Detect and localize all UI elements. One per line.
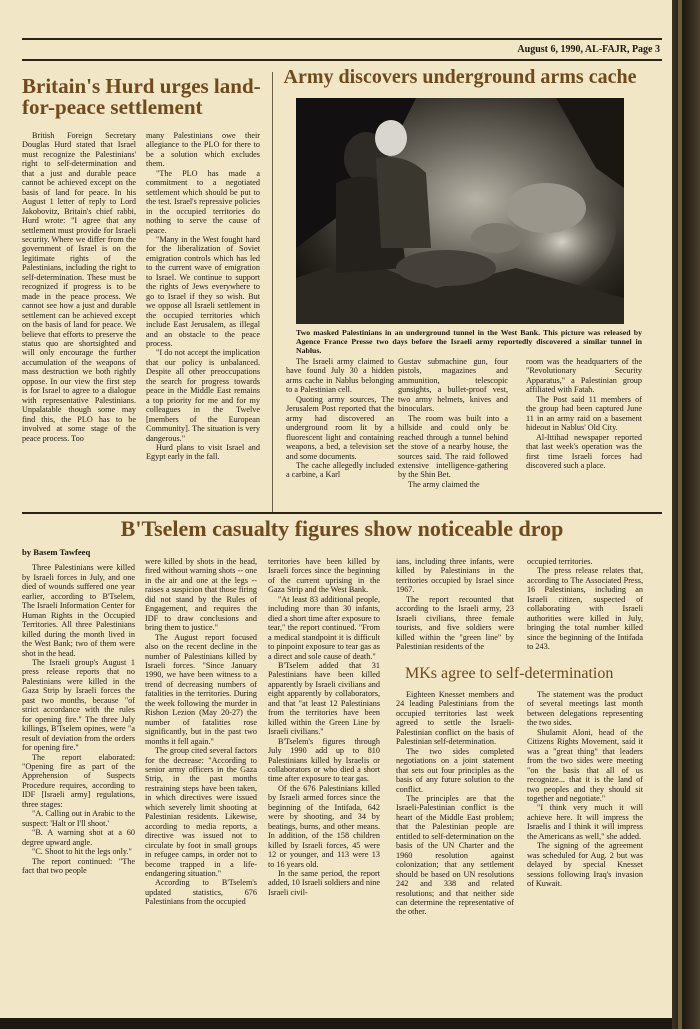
tunnel-photo-image bbox=[296, 98, 624, 324]
arms-col3-p2: The Post said 11 members of the group had been captured June 11 in an army raid on a basement hideout in Nablus' Old City. bbox=[526, 394, 642, 433]
mks-col2-p3: "I think very much it will achieve here. It will impress the Israelis and I think it will impress the Americans as well," she added. bbox=[527, 803, 643, 841]
mks-column-2 bbox=[527, 690, 643, 1008]
bottom-band bbox=[0, 1018, 672, 1029]
header-rule bbox=[22, 59, 662, 61]
hurd-col2-p1: many Palestinians owe their allegiance to the PLO for there to be a solution which excludes them. bbox=[146, 131, 260, 169]
hurd-column-2 bbox=[146, 131, 260, 536]
btselem-headline: B'Tselem casualty figures show noticeable drop bbox=[120, 516, 564, 541]
arms-column-3 bbox=[526, 357, 642, 507]
mks-col2-p1: The statement was the product of several meetings last month between delegations representing the two sides. bbox=[527, 690, 643, 728]
arms-col2-p3: The army claimed the bbox=[408, 479, 480, 489]
btselem-col1-p1: Three Palestinians were killed by Israeli forces in July, and one died of wounds suffered one year earlier, according to B'Tselem, The Israeli Information Center for Human Rights in the Occupied Territories. All three Palestinians killed during the month lived in the West Bank; two of them were shot in the head. bbox=[22, 563, 135, 658]
hurd-col2-p5: Hurd plans to visit Israel and Egypt early in the fall. bbox=[146, 442, 260, 462]
hurd-col2-p4: "I do not accept the implication that our policy is unbalanced. Despite all other preoccupations the search for progress towards peace in the Middle East remains a top priority for me and for my colleagues in the Twelve [members of the European Community]. The situation is very dangerous." bbox=[146, 348, 260, 443]
btselem-col1-p6: "C. Shoot to hit the legs only." bbox=[32, 847, 132, 857]
btselem-col3-p1: territories have been killed by Israeli forces since the beginning of the current uprising in the Gaza Strip and the West Bank. bbox=[268, 557, 380, 595]
btselem-col3-p6: In the same period, the report added, 10 Israeli soldiers and nine Israeli civil- bbox=[268, 868, 380, 897]
btselem-column-4 bbox=[396, 557, 514, 657]
btselem-byline: by Basem Tawfeeq bbox=[22, 548, 91, 557]
btselem-col4-p2: The report recounted that according to the Israeli army, 23 Israeli civilians, three female tourists, and five soldiers were killed within the "green line" by Palestinian residents of the bbox=[396, 594, 514, 652]
tunnel-photo bbox=[296, 98, 624, 324]
arms-column-2 bbox=[398, 357, 508, 507]
btselem-col2-p3: The group cited several factors for the decrease: "According to senior army officers in the Gaza Strip, in the past months restraining steps have been taken, in which directives were issued which severely limit shooting at Palestinian residents. Likewise, according to media reports, a directive was issued not to circulate by foot in small groups in refugee camps, in order not to become trapped in a life-endangering situation." bbox=[145, 746, 257, 878]
btselem-col3-p5: Of the 676 Palestinians killed by Israeli armed forces since the beginning of the Intifada, 642 were by shooting, and 34 by beatings, burns, and other means. In addition, of the 158 children killed by Israeli forces, 45 were 12 or younger, and 113 were 13 to 16 years old. bbox=[268, 783, 380, 869]
hurd-col2-p2: "The PLO has made a commitment to a negotiated settlement which should be put to the test. Israel's repressive policies in the occupied territories do nothing to serve the cause of peace. bbox=[146, 168, 260, 235]
btselem-col2-p4: According to B'Tselem's updated statistics, 676 Palestinians from the occupied bbox=[145, 878, 257, 907]
btselem-col1-p3: The report elaborated: "Opening fire as part of the Apprehension of Suspects Procedure requires, according to IDF [Israeli army] regulations, three stages: bbox=[22, 752, 135, 809]
btselem-col1-p5: "B. A warning shot at a 60 degree upward angle. bbox=[22, 828, 135, 847]
mks-col2-p2: Shulamit Aloni, head of the Citizens Rights Movement, said it was a "great thing" that leaders from the two sides were meeting "on the basis that all of us recognize... that it is the land of two peoples and they should sit together and negotiate." bbox=[527, 727, 643, 803]
arms-col1-p1: The Israeli army claimed to have found July 30 a hidden arms cache in Nablus belonging to a Palestinian cell. bbox=[286, 357, 394, 395]
page-info: August 6, 1990, AL-FAJR, Page 3 bbox=[517, 44, 660, 55]
mks-headline: MKs agree to self-determination bbox=[405, 665, 614, 682]
btselem-col3-p2: "At least 83 additional people, including more than 30 infants, died a short time after exposure to tear," the report continued. "From a medical standpoint it is difficult to pinpoint exposure to tear gas as a direct and sole cause of death." bbox=[268, 594, 380, 661]
btselem-col3-p3: B'Tselem added that 31 Palestinians have been killed apparently by Israeli civilians and eight apparently by collaborators, and that "at least 12 Palestinians from the territories have been killed within the Green Line by Israeli civilians." bbox=[268, 660, 380, 737]
btselem-col1-p4: "A. Calling out in Arabic to the suspect: 'Halt or I'll shoot.' bbox=[22, 809, 135, 828]
binding-edge bbox=[672, 0, 700, 1029]
mks-col1-p1: Eighteen Knesset members and 24 leading Palestinians from the occupied territories last week agreed to settle the Israeli-Palestinian conflict on the basis of Palestinian self-determination. bbox=[396, 690, 514, 747]
btselem-col2-p1: were killed by shots in the head, fired without warning shots -- one in the air and one at the legs -- raises a suspicion that those firing did not stand by the Rules of Engagement, and requires the IDF to draw conclusions and bring them to justice." bbox=[145, 557, 257, 633]
btselem-column-5 bbox=[527, 557, 643, 657]
mks-col1-p3: The principles are that the Israeli-Palestinian conflict is the heart of the Middle East problem; that the Palestinian people are entitled to self-determination on the basis of the UN Charter and the 1960 resolution against colonization; that any settlement should be based on UN resolutions 242 and 338 and related resolutions; and that neither side can determine the representative of the other. bbox=[396, 793, 514, 917]
arms-col1-p3: The cache allegedly included a carbine, a Karl bbox=[286, 460, 394, 480]
btselem-col1-p2: The Israeli group's August 1 press release reports that no Palestinians were killed in the Gaza Strip by Israeli forces the past two months, because "of strict accordance with the rules for opening fire." The three July killings, B'Tselem opines, were "a result of deviation from the orders for opening fire." bbox=[22, 657, 135, 753]
arms-col3-p3: Al-Ittihad newspaper reported that last week's operation was the first time Israeli forces had discovered such a place. bbox=[526, 432, 642, 470]
btselem-col4-p1: ians, including three infants, were killed by Palestinians in the territories occupied by Israel since 1967. bbox=[396, 557, 514, 595]
arms-col1-p2: Quoting army sources, The Jerusalem Post reported that the army had discovered an underground room lit by a fluorescent light and containing weapons, a bed, a television set and some documents. bbox=[286, 394, 394, 461]
top-rule bbox=[22, 38, 662, 40]
photo-caption: Two masked Palestinians in an underground tunnel in the West Bank. This picture was released by Agence France Presse two days before the Israeli army reportedly discovered a similar tunnel in Nablus. bbox=[296, 328, 642, 356]
arms-headline: Army discovers underground arms cache bbox=[283, 66, 637, 88]
arms-col2-p2: The room was built into a hillside and could only be reached through a tunnel behind the stove of a nearby house, the sources said. The raid followed extensive intelligence-gathering by the Shin Bet. bbox=[398, 413, 508, 480]
mid-rule bbox=[22, 512, 662, 514]
mks-col1-p2: The two sides completed negotiations on a joint statement that sets out four principles as the basis of any future solution to the conflict. bbox=[396, 746, 514, 794]
arms-col3-p1: room was the headquarters of the "Revolutionary Security Apparatus," a Palestinian group affiliated with Fatah. bbox=[526, 357, 642, 395]
btselem-col5-p1: occupied territories. bbox=[527, 557, 593, 566]
btselem-col2-p2: The August report focused also on the recent decline in the number of Palestinians killed by Israeli forces. "Since January 1990, we have been witness to a trend of decreasing numbers of fatalities in the territories. During the week following the murder in Rishon Lezion (May 20-27) the number of fatalities rose significantly, but in the past two months it fell again." bbox=[145, 632, 257, 746]
btselem-col3-p4: B'Tselem's figures through July 1990 add up to 810 Palestinians killed by Israelis or collaborators or who died a short time after exposure to tear gas. bbox=[268, 736, 380, 784]
btselem-column-1 bbox=[22, 548, 135, 1008]
btselem-column-3 bbox=[268, 557, 380, 1008]
hurd-headline: Britain's Hurd urges land-for-peace settlement bbox=[22, 74, 261, 120]
hurd-col1-p1: British Foreign Secretary Douglas Hurd stated that Israel must recognize the Palestinians' right to self-determination and that a just and durable peace cannot be achieved except on the basis of land for peace. In his August 1 letter of reply to Lord Jakobovitz, Britain's chief rabbi, Hurd wrote: "I agree that any settlement must provide for Israeli security. Where we differ from the government of Israel is on the legitimate rights of the Palestinians, including the right to self-determination. These must be recognized if progress is to be made in the peace process. We cannot see how a just and durable settlement can be achieved except on the basis of land for peace. We believe that efforts to preserve the status quo are shortsighted and will only encourage the further accumulation of the weapons of mass destruction we both rightly oppose. In our view the first step is for Israel to agree to a dialogue with representative Palestinians. Unpalatable though some may find this, the PLO has to be involved at some stage of the peace process. Too bbox=[22, 131, 136, 443]
btselem-column-2 bbox=[145, 557, 257, 1008]
arms-column-1 bbox=[286, 357, 394, 507]
mks-column-1 bbox=[396, 690, 514, 1008]
hurd-column-1 bbox=[22, 131, 136, 536]
mks-col2-p4: The signing of the agreement was scheduled for Aug. 2 but was delayed by special Knesset sessions following Iraq's invasion of Kuwait. bbox=[527, 841, 643, 889]
btselem-col5-p2: The press release relates that, according to The Associated Press, 16 Palestinians, including an Israeli citizen, suspected of collaborating with Israeli authorities were killed in July, bringing the total number killed since the beginning of the Intifada to 243. bbox=[527, 566, 643, 652]
arms-col2-p1: Gustav submachine gun, four pistols, magazines and ammunition, telescopic gunsights, a bullet-proof vest, two army helmets, knives and binoculars. bbox=[398, 357, 508, 414]
btselem-col1-p7: The report continued: "The fact that two people bbox=[22, 856, 135, 875]
column-divider bbox=[272, 72, 273, 512]
hurd-col2-p3: "Many in the West fought hard for the liberalization of Soviet emigration controls which has led to the current wave of emigration to Israel. We continue to support the rights of Jews everywhere to go to Israel if they so wish. But we oppose all Israeli settlement in the occupied territories which include East Jerusalem, as illegal and an obstacle to the peace process. bbox=[146, 234, 260, 348]
